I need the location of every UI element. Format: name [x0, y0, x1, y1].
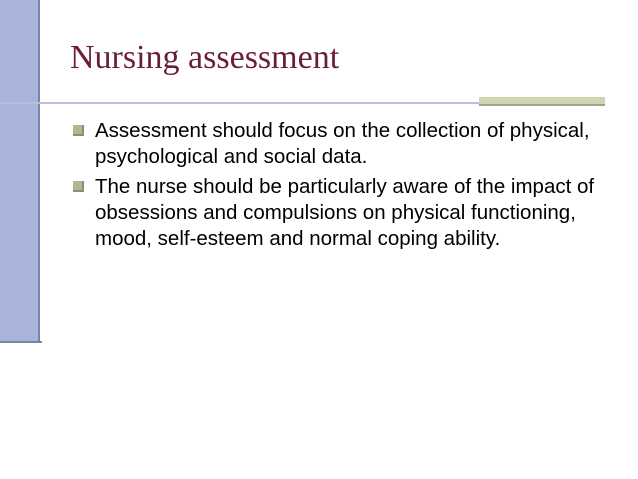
- divider-accent-block: [479, 97, 605, 106]
- square-bullet-icon: [73, 181, 84, 192]
- bullet-text: The nurse should be particularly aware of the impact of obsessions and compulsions on physical functioning, mood, self-esteem and normal coping ability.: [95, 175, 595, 250]
- square-bullet-icon: [73, 125, 84, 136]
- bullet-list: [70, 118, 610, 256]
- bullet-item: [70, 174, 610, 252]
- slide-title: Nursing assessment: [70, 39, 340, 76]
- left-bar-shadow: [0, 341, 42, 343]
- bullet-item: [70, 118, 610, 170]
- bullet-text: Assessment should focus on the collection of physical, psychological and social data.: [95, 119, 590, 168]
- left-decorative-bar: [0, 0, 40, 341]
